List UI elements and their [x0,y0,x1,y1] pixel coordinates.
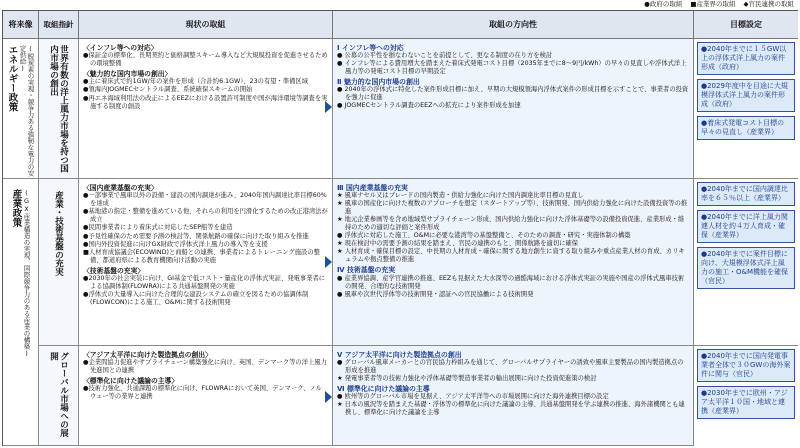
direction-item: ★ 風車の国産化に向けた複数のアプローチを想定（スタートアップ等）、技術開発、国内供給力強化に向けた設備投資等の推進 [337,200,688,216]
header-pillar: 取組指針 [39,11,79,39]
current-item: ●技術力強化、共通課題の標準化に向け、FLOWRAにおいて英国、デンマーク、ノルウェー等の業界と連携 [83,385,322,401]
direction-item: ● JOGMECセントラル調査のEEZへの拡充により案件形成を加速 [337,102,521,110]
goal-block-2 [694,179,798,346]
current-block-1 [79,39,333,179]
direction-item: ● 欧州等のグローバル市場を見据え、アジア太平洋等への市場展開に向けた海外連携目標の設定 [337,393,609,401]
current-block-2 [79,179,333,346]
goal-item: ●2040年までに案件目標に向け、大規模浮体式洋上風力の施工・O&M機能を確保（官民） [697,247,795,289]
current-heading: 〈国内産業基盤の充実〉 [83,184,158,192]
goal-block-3 [694,346,798,446]
current-item: ●企業間協力促進やサプライチェーン構築強化に向け、英国、デンマーク等の洋上風力先進国との連携 [83,359,327,375]
goal-item: ●2030年までに欧州・アジア太平洋１０国・地域と連携（産業界） [697,386,795,419]
current-item: ●浮体式の大量導入に向けた合理的な建設システムの確立を図るための協調体制(FLOWCON)による施工、O&Mに関する技術開発 [83,291,309,307]
future-energy-sub: (脱炭素の実現・競争力ある強靭な電力の安定供給) [18,45,35,177]
direction-item: ● 2040年の浮体式に特化した案件形成目標に加え、早期の大規模領海内浮体式案件の形成目標を示すことで、事業者の投資を強力に促進 [337,86,689,102]
direction-title: Ⅳ 技術基盤の充実 [337,266,396,275]
goal-item: ●2040年までに国内調達比率を６５％以上（産業界） [697,182,795,206]
pillar-industry-base-label: 産業・技術基盤の充実 [53,191,64,276]
direction-item: ● 浮体式に対応した施工、O&Mに必要な港湾等の基盤整備と、そのための調査・研究・実施体制の構築 [337,232,631,240]
direction-block-1 [333,39,694,179]
legend [644,0,794,9]
header-current: 現状の取組 [79,11,333,39]
current-item: ●基地港の指定・整備を進めている他、それらの利用を円滑化するための改正港湾法が成立 [83,208,328,224]
pillar-global-market-label: グローバル市場への展開 [48,352,69,437]
legend-government: ●政府の取組 [644,0,683,8]
pillar-industry-base [39,179,79,346]
future-energy [3,39,39,179]
pillar-domestic-market [39,39,79,179]
direction-item: ★ 人材育成・確保目標の設定、中長期の人材育成・確保に関する地方創生に資する取り組みや重点産業人材の育成、カリキュラムや拠点整備の推進 [337,248,685,264]
legend-public-private: ◆官民連携の取組 [743,0,794,8]
direction-item: ● 産業界協調、産学官連携の推進、EEZも見据えた大水深等の過酷海域における浮体式実証の実施や国産の浮体式風車技術の開発、合理的な技術開発 [337,274,685,290]
direction-item: ● 公募の公平性を損なわないことを前提として、更なる制度の在り方を検討 [337,52,553,60]
current-heading: 〈アジア太平洋に向けた製造拠点の創出〉 [83,351,212,359]
current-item: ●予見性確保のため需要予測の検討等、関係航路の確保に向けた取り組みを推進 [83,232,309,240]
direction-item: ● グローバル風車メーカーとの官民協力枠組みを通じて、グローバルサプライヤーの誘致や風車主要製品の国内製造拠点の形成を推進 [337,359,684,375]
future-industry-sub: (GX産業構造の実現、国際競争力のある産業の構築) [22,189,31,358]
current-heading: 〈インフレ等への対応〉 [83,44,158,52]
header-goal: 目標設定 [694,11,798,39]
current-item: ■人材育成協議会(ECOWIND)と商船との連携、事業者によるトレーニング施設の整備、都道府県による教育機関向け活動の実施 [83,248,320,264]
pillar-global-market [39,346,79,446]
direction-title: Ⅲ 国内産業基盤の充実 [337,184,408,192]
current-item: ●主に着床式で約1GW/年の案件を形成（合計約6.1GW）、23の有望・準備区域 [83,78,309,86]
direction-title: Ⅴ アジア太平洋に向けた製造拠点の創出 [337,351,462,359]
goal-item: ●2040年までに洋上風力関連人材を約４万人育成・確保（産業界） [697,210,795,243]
direction-title: Ⅰ インフレ等への対応 [337,44,404,52]
current-item: ●保証金の標準化、長期契約と価格調整スキーム導入など大規模投資を促進させるための環境整備 [83,52,328,68]
future-industry [3,179,39,446]
current-item: ●国内外投資促進に向けGX財政で浮体式洋上風力の導入等を支援 [83,240,268,248]
direction-block-3 [333,346,694,446]
current-block-3 [79,346,333,446]
direction-block-2 [333,179,694,346]
legend-industry: ■産業界の取組 [690,0,736,8]
arrow-right-icon [325,391,332,403]
future-energy-title: エネルギー政策 [6,45,18,112]
direction-item: ● インフレ等による費用増大を踏まえた着床式発電コスト目標（2035年までに8〜9円/kWh）の早々の見直しや浮体式洋上風力等の発電コスト目標の早期設定 [337,60,687,76]
header-direction: 取組の方向性 [333,11,694,39]
current-heading: 〈標準化に向けた議論の主導〉 [83,377,179,386]
direction-item: ★ 地元企業参画等を含め地域型サプライチェーン形成、国内供給力強化に向けた浮体基礎等の設備投資促進、産業形成・維持のための適切な評価と案件形成 [337,216,685,232]
goal-item: ●着床式発電コスト目標の早々の見直し（産業界） [697,116,795,140]
goal-item: ●2029年度中を目途に大規模浮体式洋上風力の案件形成（政府） [697,79,795,112]
arrow-right-icon [325,101,332,113]
current-item: ●一部事業で風車以外の設備・建設の国内調達が進み、2040年国内調達比率目標60%を達成 [83,192,327,208]
goal-block-1 [694,39,798,179]
direction-item: ★ 発電事業者等の技術力強化や浮体基礎等製造事業者の輸出展開に向けた投資促進策の検討 [337,375,597,383]
direction-item: ★ 日本の風況等を踏まえた基礎・浮体等の標準化に向けた議論の主導、共通基盤開発を学ぶ連携の推進、海外諸機関とも連携し、標準化に向けた議論を主導 [337,401,685,417]
current-heading: 〈魅力的な国内市場の創出〉 [83,70,172,79]
direction-title: Ⅵ 標準化に向けた議論の主導 [337,385,430,394]
header-future: 将来像 [3,11,39,39]
current-item: ●民間事業者により着床式に対応したSEP船等を建造 [83,224,233,232]
direction-title: Ⅱ 魅力的な国内市場の創出 [337,78,420,87]
current-item: ●領海内JOGMECセントラル調査、系統確保スキームの開始 [83,86,253,94]
policy-table [2,10,798,446]
goal-item: ●2040年までに１５GW以上の浮体式洋上風力の案件形成（政府） [697,42,795,75]
current-item: ●再エネ海域利用法の改正によるEEZにおける設置許可制度や国が海洋環境等調査を実施する制度の創設 [83,94,328,110]
goal-item: ●2040年までに国内発電事業者全体で３０GWの海外案件に関与（官民） [697,349,795,382]
direction-item: ★ 現在検討中の需要予測の結果を踏まえ、官民の連携のもと、関係航路を適切に確保 [337,240,579,248]
future-industry-title: 産業政策 [10,189,22,227]
direction-item: ★ 風車ナセル又はブレードの国内製造・供給力強化に向けた国内調達比率目標の見直し [337,192,584,200]
arrow-right-icon [325,256,332,268]
pillar-domestic-market-label: 世界有数の洋上風力市場を持つ国内市場の創出 [48,45,69,173]
direction-item: ● 風車や次世代浮体等の技術開発・認証への官民協働による技術開発 [337,290,534,298]
current-heading: 〈技術基盤の充実〉 [83,266,145,275]
current-item: ●2030年の社会実装に向け、GI基金で低コスト・量産化の浮体式実証、発電事業者による協調体制(FLOWRA)による共通基盤開発の実施 [83,275,326,291]
